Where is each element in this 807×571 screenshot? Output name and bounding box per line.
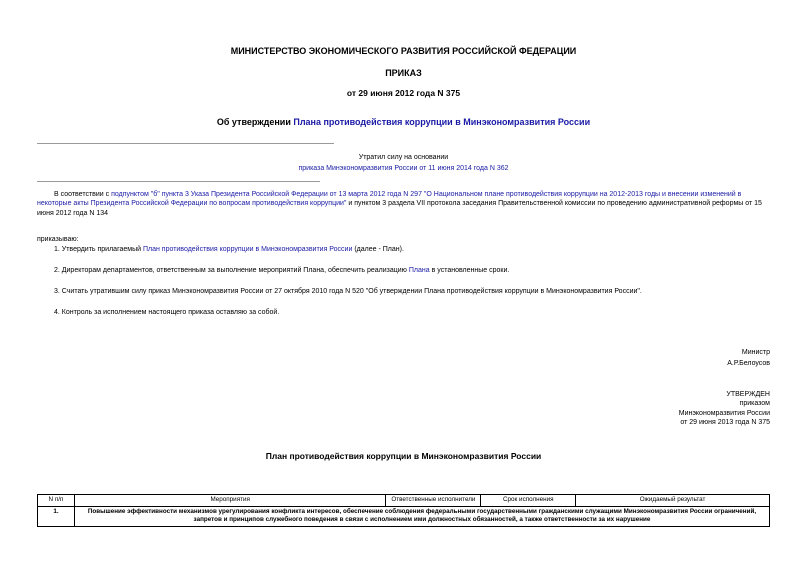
plan-link[interactable]: План противодействия коррупции в Минэкономразвития России <box>142 246 353 253</box>
repeal-order-link[interactable]: приказа Минэкономразвития России от 11 июня 2014 года N 362 <box>298 165 509 172</box>
table-row <box>38 506 770 526</box>
signature-position: Министр <box>741 349 770 356</box>
section-heading: Повышение эффективности механизмов урегулирования конфликта интересов, обеспечение соблюдения федеральными государственными гражданскими служащими Минэкономразвития России ограничений, запретов и принципов служебного поведения в связи с исполнением ими должностных обязанностей, а также ответственности за их нарушение <box>74 506 769 526</box>
col-header-measures: Мероприятия <box>74 495 386 507</box>
notice-divider-top <box>37 143 334 144</box>
doc-type: ПРИКАЗ <box>385 68 422 78</box>
section-number: 1. <box>38 506 75 526</box>
item-2-text-a: 2. Директорам департаментов, ответственным за выполнение мероприятий Плана, обеспечить реализацию <box>54 267 409 274</box>
plan-table <box>37 494 770 527</box>
item-1-text-a: 1. Утвердить прилагаемый <box>54 246 143 253</box>
preamble-text-1: В соответствии с <box>54 191 112 198</box>
col-header-deadline: Срок исполнения <box>481 495 576 507</box>
approval-line-1: УТВЕРЖДЕН <box>726 391 770 398</box>
order-word: приказываю: <box>37 236 79 243</box>
col-header-num: N п/п <box>38 495 75 507</box>
item-4: 4. Контроль за исполнением настоящего приказа оставляю за собой. <box>54 309 280 316</box>
signature-name: А.Р.Белоусов <box>727 360 770 367</box>
item-1-text-b: (далее - План). <box>352 246 404 253</box>
item-2 <box>37 266 772 275</box>
table-header-row <box>38 495 770 507</box>
doc-title-prefix: Об утверждении <box>216 117 294 127</box>
doc-title-link[interactable]: Плана противодействия коррупции в Минэкономразвития России <box>293 117 591 127</box>
approval-line-2: приказом <box>739 400 770 408</box>
col-header-result: Ожидаемый результат <box>576 495 770 507</box>
preamble-text-2: и пунктом 3 раздела VII протокола заседания Правительственной комиссии по проведению административной реформы от 15 июня 2012 года N 134 <box>37 200 762 217</box>
decree-link[interactable]: подпунктом "б" пункта 3 Указа Президента Российской Федерации от 13 марта 2012 года N 297 "О Национальном плане противодействия коррупции на 2012-2013 годы и внесении изменений в некоторые акты Президента Российской Федерации по вопросам противодействия коррупции" <box>37 191 742 208</box>
notice-divider-bottom <box>37 181 320 182</box>
ministry-heading: МИНИСТЕРСТВО ЭКОНОМИЧЕСКОГО РАЗВИТИЯ РОССИЙСКОЙ ФЕДЕРАЦИИ <box>230 46 577 56</box>
plan-short-link[interactable]: Плана <box>408 267 430 274</box>
approval-line-4: от 29 июня 2013 года N 375 <box>680 419 770 427</box>
item-1 <box>37 245 772 254</box>
item-2-text-b: в установленные сроки. <box>429 267 510 274</box>
doc-date: от 29 июня 2012 года N 375 <box>346 88 461 98</box>
plan-title: План противодействия коррупции в Минэкономразвития России <box>265 451 542 461</box>
approval-block <box>679 390 770 428</box>
approval-line-3: Минэкономразвития России <box>678 409 770 417</box>
preamble <box>37 190 772 218</box>
notice-link <box>0 164 807 173</box>
item-3: 3. Считать утратившим силу приказ Минэкономразвития России от 27 октября 2010 года N 520 "Об утверждении Плана противодействия коррупции в Минэкономразвития России". <box>54 288 642 295</box>
doc-title <box>0 116 807 128</box>
notice-line1: Утратил силу на основании <box>358 154 449 161</box>
col-header-responsible: Ответственные исполнители <box>386 495 481 507</box>
